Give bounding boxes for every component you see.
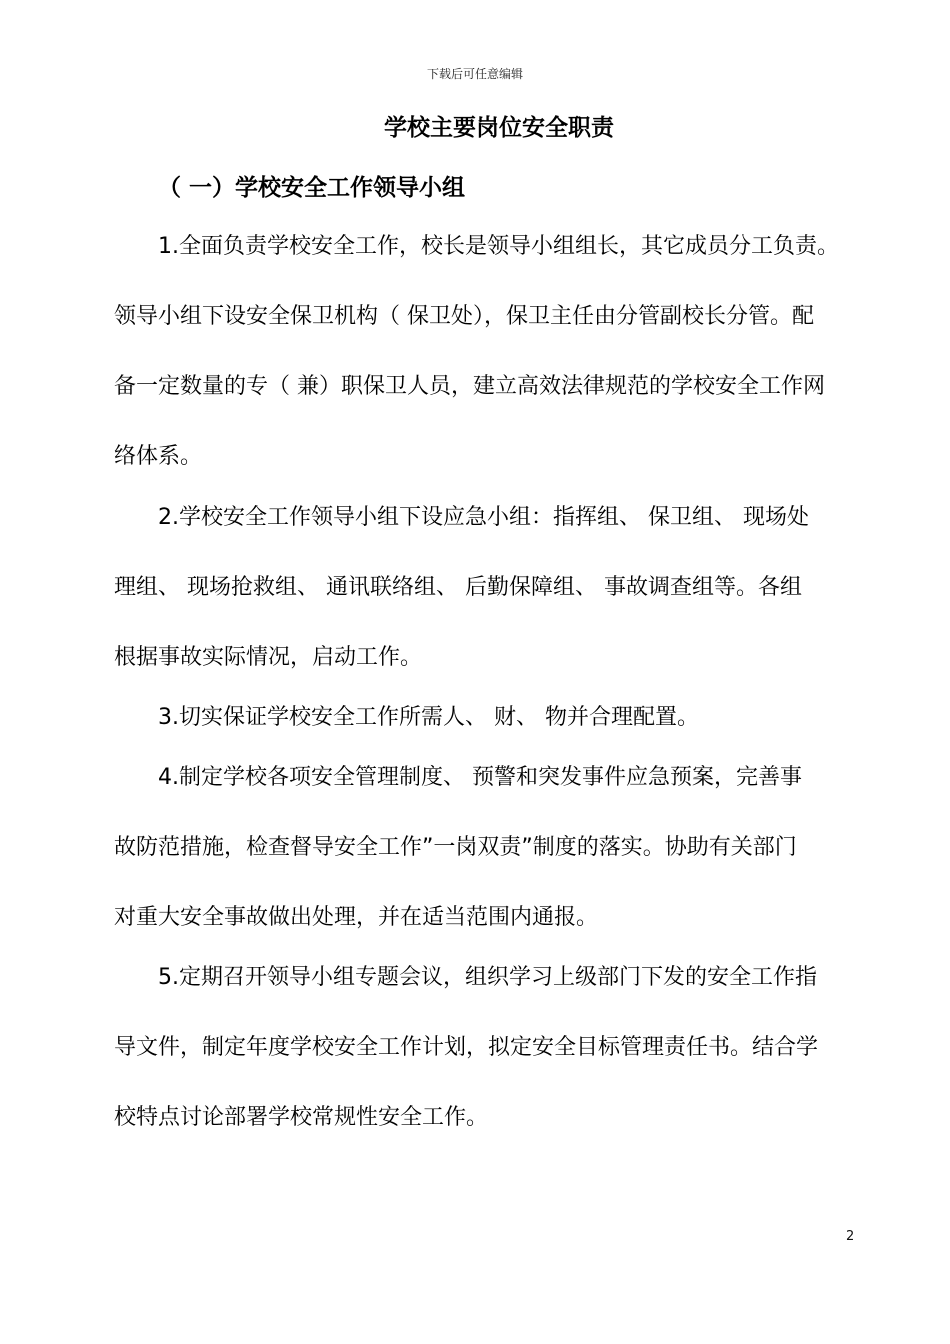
paragraph-5-line-2: 导文件，制定年度学校安全工作计划，拟定安全目标管理责任书。结合学 [114, 1035, 819, 1060]
paragraph-1-line-2: 领导小组下设安全保卫机构（ 保卫处），保卫主任由分管副校长分管。配 [114, 304, 814, 329]
paragraph-4-line-3: 对重大安全事故做出处理，并在适当范围内通报。 [114, 905, 599, 930]
paragraph-2-line-1: 2.学校安全工作领导小组下设应急小组：指挥组、 保卫组、 现场处 [158, 505, 809, 530]
paragraph-4-line-2: 故防范措施，检查督导安全工作”一岗双责”制度的落实。协助有关部门 [114, 835, 797, 860]
paragraph-2-line-2: 理组、 现场抢救组、 通讯联络组、 后勤保障组、 事故调查组等。各组 [114, 575, 802, 600]
page-number: 2 [846, 1229, 855, 1244]
paragraph-1-line-3: 备一定数量的专（ 兼）职保卫人员，建立高效法律规范的学校安全工作网 [114, 374, 825, 399]
header-note: 下载后可任意编辑 [426, 67, 523, 81]
paragraph-4-line-1: 4.制定学校各项安全管理制度、 预警和突发事件应急预案，完善事 [158, 765, 802, 790]
paragraph-1-line-1: 1.全面负责学校安全工作，校长是领导小组组长，其它成员分工负责。 [158, 234, 839, 259]
paragraph-2-line-3: 根据事故实际情况，启动工作。 [114, 645, 423, 670]
paragraph-3-line-1: 3.切实保证学校安全工作所需人、 财、 物并合理配置。 [158, 705, 699, 730]
paragraph-5-line-3: 校特点讨论部署学校常规性安全工作。 [114, 1105, 489, 1130]
paragraph-5-line-1: 5.定期召开领导小组专题会议，组织学习上级部门下发的安全工作指 [158, 965, 817, 990]
paragraph-1-line-4: 络体系。 [114, 444, 203, 469]
document-title: 学校主要岗位安全职责 [384, 115, 614, 141]
section-heading: （ 一）学校安全工作领导小组 [158, 175, 466, 201]
